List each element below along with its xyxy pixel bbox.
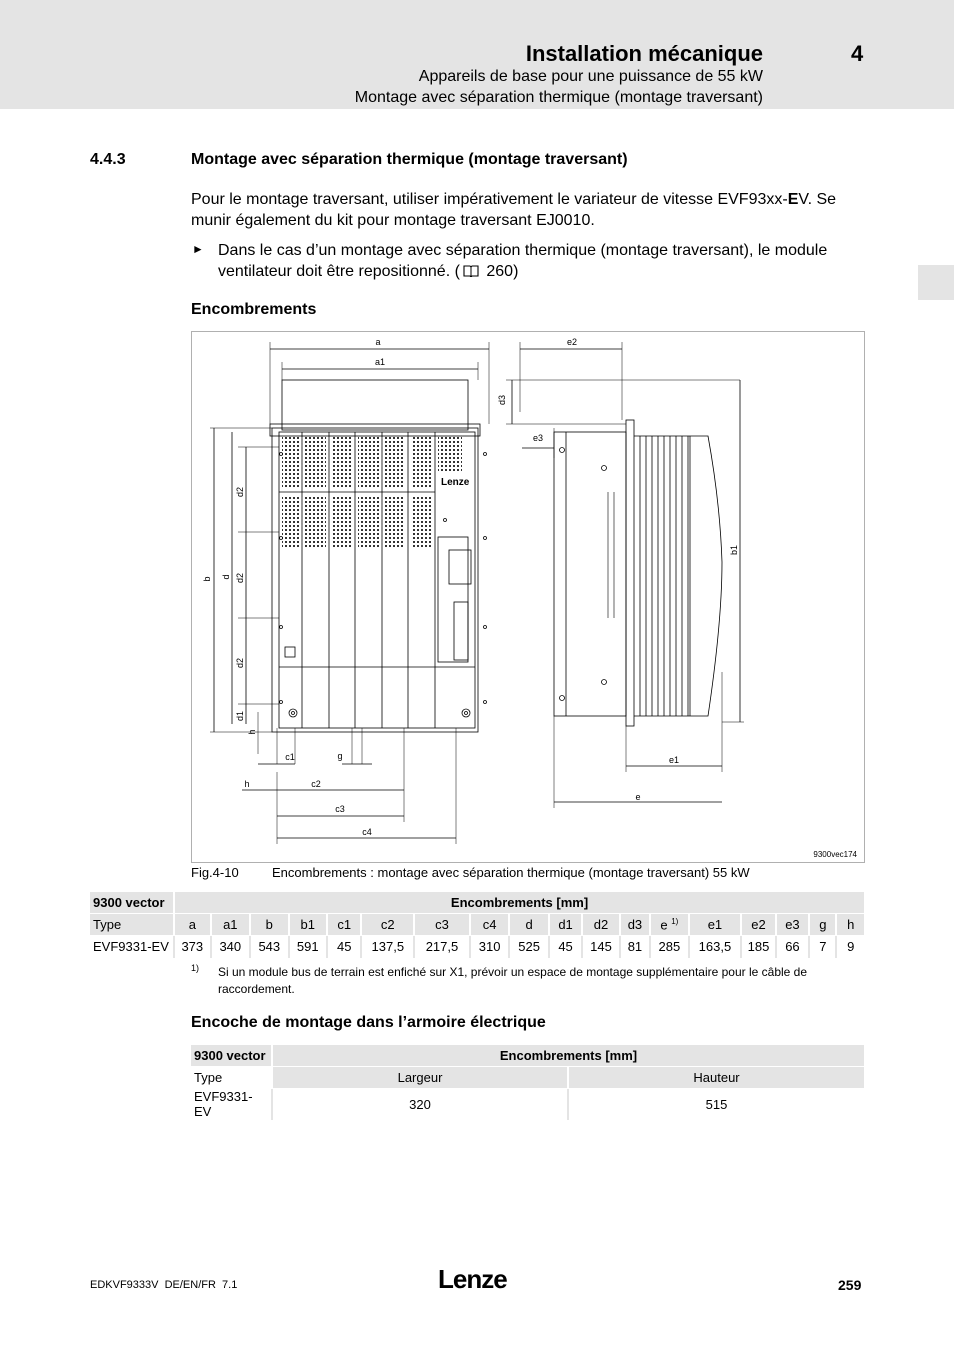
bullet-arrow-icon: ►: [192, 242, 204, 256]
table-col-a1: a1: [211, 914, 251, 936]
cutout-val-largeur: 320: [272, 1089, 568, 1120]
label-c1: c1: [285, 752, 295, 762]
table-col-c2: c2: [361, 914, 414, 936]
table-value-d3: 81: [620, 936, 650, 958]
encombrements-heading: Encombrements: [191, 301, 317, 318]
table-value-d2: 145: [582, 936, 619, 958]
table-col-d3: d3: [620, 914, 650, 936]
table-col-b: b: [250, 914, 288, 936]
label-c3: c3: [335, 804, 345, 814]
cutout-row-type: EVF9331-EV: [191, 1089, 272, 1120]
dimension-drawing: [191, 331, 865, 863]
figure-caption-text: Encombrements : montage avec séparation thermique (montage traversant) 55 kW: [272, 865, 750, 880]
table-col-d1: d1: [549, 914, 582, 936]
table-col-e2: e2: [741, 914, 775, 936]
table-col-c3: c3: [414, 914, 470, 936]
table-col-c1: c1: [327, 914, 361, 936]
label-g: g: [337, 751, 343, 761]
footnote-mark: 1): [191, 963, 200, 973]
bullet-text-2: ): [513, 263, 519, 280]
cutout-corner: 9300 vector: [191, 1045, 272, 1067]
terminal-square: [285, 647, 295, 657]
footer-logo: Lenze: [438, 1264, 507, 1294]
table-value-e3: 66: [776, 936, 809, 958]
cutout-group-header: Encombrements [mm]: [272, 1045, 864, 1067]
table-value-b1: 591: [289, 936, 327, 958]
table-col-d: d: [509, 914, 549, 936]
table-col-e3: e3: [776, 914, 809, 936]
label-a1: a1: [374, 357, 386, 367]
label-d1: d1: [235, 710, 245, 722]
table-value-h: 9: [836, 936, 864, 958]
label-h: h: [244, 779, 250, 789]
table-corner: 9300 vector: [90, 892, 174, 914]
intro-paragraph: [191, 189, 871, 231]
footer-doc-id: EDKVF9333V DE/EN/FR 7.1: [90, 1279, 238, 1291]
section-number: 4.4.3: [90, 151, 126, 168]
device-logo: Lenze: [441, 477, 470, 488]
side-view-heatsink: [634, 436, 722, 716]
para-part-1: Pour le montage traversant, utiliser impérativement le variateur de vitesse EVF93xx-: [191, 191, 788, 208]
label-d2-1: d2: [235, 486, 245, 498]
table-value-c3: 217,5: [414, 936, 470, 958]
para-part-2: V. Se munir également du kit pour montage traversant EJ0010.: [191, 191, 837, 229]
table-value-c4: 310: [470, 936, 510, 958]
table-row-type: EVF9331-EV: [90, 936, 174, 958]
label-b: b: [202, 576, 212, 582]
table-col-d2: d2: [582, 914, 619, 936]
chapter-number: 4: [851, 41, 864, 66]
table-value-c2: 137,5: [361, 936, 414, 958]
figure-id: 9300vec174: [813, 850, 857, 859]
table-col-c4: c4: [470, 914, 510, 936]
table-value-a: 373: [174, 936, 210, 958]
cutout-col-largeur: Largeur: [272, 1067, 568, 1089]
cutout-type-label: Type: [191, 1067, 272, 1089]
table-value-e2: 185: [741, 936, 775, 958]
bullet-text-1: Dans le cas d’un montage avec séparation thermique (montage traversant), le module ventilateur doit être repositionné. (: [218, 242, 828, 280]
page-reference-link[interactable]: 260: [486, 263, 514, 280]
header-subtitle-2: Montage avec séparation thermique (montage traversant): [354, 89, 763, 106]
label-d2-2: d2: [235, 572, 245, 584]
table-value-d: 525: [509, 936, 549, 958]
table-col-a: a: [174, 914, 210, 936]
chapter-side-tab: [918, 265, 954, 300]
footnote-text: Si un module bus de terrain est enfiché sur X1, prévoir un espace de montage supplémentaire pour le câble de raccordement.: [218, 965, 808, 996]
label-b1: b1: [729, 544, 739, 556]
table-group-header: Encombrements [mm]: [174, 892, 864, 914]
dimension-drawing-svg: [192, 332, 864, 862]
para-bold: E: [787, 191, 799, 208]
table-col-e: e $^{1)}$: [650, 914, 688, 936]
cutout-col-hauteur: Hauteur: [568, 1067, 864, 1089]
book-icon: [463, 265, 479, 277]
cutout-val-hauteur: 515: [568, 1089, 864, 1120]
page-number: 259: [838, 1277, 862, 1293]
label-e: e: [635, 792, 641, 802]
label-a: a: [375, 337, 381, 347]
bullet-item: [218, 240, 858, 282]
label-e2: e2: [566, 337, 578, 347]
dimensions-table: [90, 892, 864, 958]
table-col-b1: b1: [289, 914, 327, 936]
page-header: [0, 0, 954, 109]
label-c2: c2: [311, 779, 321, 789]
table-col-h: h: [836, 914, 864, 936]
label-h-vertical: h: [247, 729, 257, 735]
table-value-d1: 45: [549, 936, 582, 958]
label-e3: e3: [532, 433, 544, 443]
table-value-c1: 45: [327, 936, 361, 958]
table-col-e-footnote: 1): [671, 916, 679, 926]
section-title: Montage avec séparation thermique (montage traversant): [191, 151, 628, 168]
side-view-housing: [554, 432, 626, 716]
table-value-a1: 340: [211, 936, 251, 958]
encoche-heading: Encoche de montage dans l’armoire électrique: [191, 1014, 546, 1031]
label-d3: d3: [497, 394, 507, 406]
label-c4: c4: [362, 827, 372, 837]
label-d2-3: d2: [235, 657, 245, 669]
table-type-label: Type: [90, 914, 174, 936]
label-e1: e1: [668, 755, 680, 765]
mounting-bracket: [282, 380, 468, 430]
cutout-table: [191, 1045, 864, 1120]
table-col-e1: e1: [689, 914, 742, 936]
table-value-e: 285: [650, 936, 688, 958]
table-col-g: g: [809, 914, 836, 936]
table-value-g: 7: [809, 936, 836, 958]
label-d: d: [221, 574, 231, 580]
table-value-b: 543: [250, 936, 288, 958]
side-view-flange: [626, 420, 634, 726]
header-subtitle-1: Appareils de base pour une puissance de 55 kW: [418, 68, 763, 85]
figure-caption-label: Fig.4-10: [191, 865, 239, 880]
table-value-e1: 163,5: [689, 936, 742, 958]
chapter-title: Installation mécanique: [525, 41, 763, 66]
